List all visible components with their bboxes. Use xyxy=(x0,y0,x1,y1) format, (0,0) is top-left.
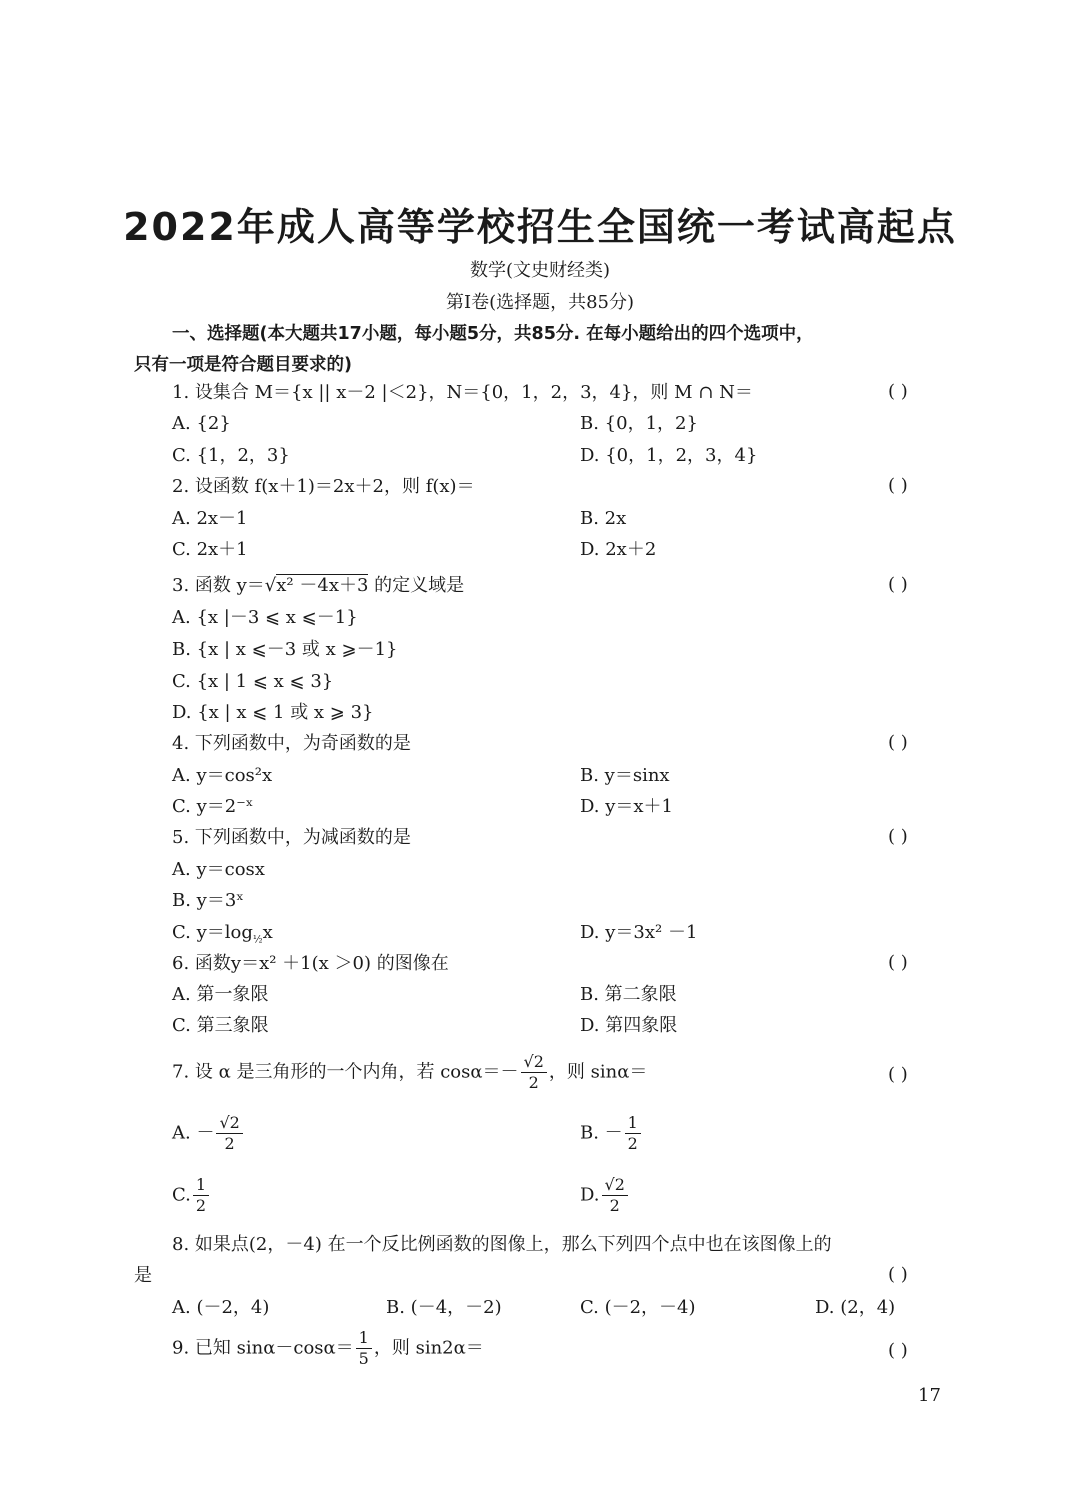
q9-stem-pre: 9. 已知 sinα－cosα＝ xyxy=(172,1337,354,1359)
q8-option-b: B. (－4，－2) xyxy=(386,1297,502,1318)
q6-option-d: D. 第四象限 xyxy=(580,1015,678,1036)
answer-bracket-4: ( ) xyxy=(888,732,908,753)
q3-radicand: x² －4x＋3 xyxy=(276,575,369,596)
option-label: A. － xyxy=(172,1122,215,1144)
q3-option-c: C. {x | 1 ⩽ x ⩽ 3} xyxy=(172,671,334,692)
question-1-stem: 1. 设集合 M＝{x || x－2 |＜2}，N＝{0，1，2，3，4}，则 M ∩ N＝ xyxy=(172,382,753,403)
exam-title: 2022年成人高等学校招生全国统一考试高起点 xyxy=(123,205,957,249)
question-7-stem xyxy=(172,1052,647,1093)
fraction-denominator: 2 xyxy=(195,1196,207,1215)
q3-option-b: B. {x | x ⩽－3 或 x ⩾－1} xyxy=(172,639,398,660)
q5-option-d: D. y＝3x² －1 xyxy=(580,922,698,943)
q7-option-a xyxy=(172,1113,245,1154)
answer-bracket-3: ( ) xyxy=(888,574,908,595)
q3-option-a: A. {x |－3 ⩽ x ⩽－1} xyxy=(172,607,358,628)
fraction-numerator: 1 xyxy=(193,1175,209,1196)
section-heading: 一、选择题(本大题共17小题，每小题5分，共85分. 在每小题给出的四个选项中， xyxy=(172,324,814,344)
q5-c-base: ½ xyxy=(252,934,263,946)
fraction-numerator: 1 xyxy=(625,1113,641,1134)
q3-stem-pre: 3. 函数 y＝ xyxy=(172,575,265,596)
q5-option-c xyxy=(172,921,273,953)
q5-option-a: A. y＝cosx xyxy=(172,859,265,880)
q3-stem-post: 的定义域是 xyxy=(368,575,465,596)
q7-option-c xyxy=(172,1175,211,1216)
question-9-stem xyxy=(172,1328,484,1369)
q5-c-post: x xyxy=(262,922,273,943)
answer-bracket-5: ( ) xyxy=(888,826,908,847)
q7-fraction xyxy=(521,1052,547,1093)
subject-line: 数学(文史财经类) xyxy=(469,260,611,281)
q7-d-fraction xyxy=(602,1175,628,1216)
fraction-numerator: 1 xyxy=(356,1328,372,1349)
question-5-stem: 5. 下列函数中，为减函数的是 xyxy=(172,827,411,848)
question-8-stem: 8. 如果点(2，－4) 在一个反比例函数的图像上，那么下列四个点中也在该图像上的 xyxy=(172,1234,832,1255)
question-4-stem: 4. 下列函数中，为奇函数的是 xyxy=(172,733,411,754)
q1-option-b: B. {0，1，2} xyxy=(580,413,698,434)
answer-bracket-2: ( ) xyxy=(888,475,908,496)
option-label: D. xyxy=(580,1184,600,1206)
q4-option-b: B. y＝sinx xyxy=(580,765,670,786)
page-number: 17 xyxy=(918,1385,941,1406)
q2-option-a: A. 2x－1 xyxy=(172,508,248,529)
fraction-denominator: 5 xyxy=(358,1349,369,1368)
option-label: C. xyxy=(172,1184,191,1206)
q4-option-c: C. y＝2⁻ˣ xyxy=(172,796,254,817)
fraction-denominator: 2 xyxy=(609,1196,620,1215)
q7-a-fraction xyxy=(216,1113,242,1154)
q4-option-a: A. y＝cos²x xyxy=(172,765,273,786)
q7-c-fraction xyxy=(193,1175,209,1216)
question-2-stem: 2. 设函数 f(x＋1)＝2x＋2，则 f(x)＝ xyxy=(172,476,475,497)
answer-bracket-7: ( ) xyxy=(888,1064,908,1085)
q8-option-d: D. (2，4) xyxy=(815,1297,896,1318)
q7-option-d xyxy=(580,1175,630,1216)
q7-b-fraction xyxy=(625,1113,641,1154)
q6-option-b: B. 第二象限 xyxy=(580,984,677,1005)
question-6-stem: 6. 函数y＝x² ＋1(x ＞0) 的图像在 xyxy=(172,953,449,974)
q8-option-c: C. (－2，－4) xyxy=(580,1297,696,1318)
q6-option-a: A. 第一象限 xyxy=(172,984,269,1005)
question-3-stem xyxy=(172,574,464,598)
q3-option-d: D. {x | x ⩽ 1 或 x ⩾ 3} xyxy=(172,702,374,723)
q8-option-a: A. (－2，4) xyxy=(172,1297,270,1318)
fraction-denominator: 2 xyxy=(627,1134,638,1153)
q2-option-d: D. 2x＋2 xyxy=(580,539,657,560)
answer-bracket-1: ( ) xyxy=(888,381,908,402)
question-8-stem-cont: 是 xyxy=(134,1265,152,1286)
answer-bracket-6: ( ) xyxy=(888,952,908,973)
q4-option-d: D. y＝x＋1 xyxy=(580,796,674,817)
q5-c-pre: C. y＝log xyxy=(172,922,253,943)
fraction-numerator: √2 xyxy=(521,1052,547,1073)
sqrt-symbol: √ xyxy=(264,575,277,596)
q9-fraction xyxy=(356,1328,372,1369)
fraction-denominator: 2 xyxy=(224,1134,235,1153)
fraction-numerator: √2 xyxy=(602,1175,628,1196)
q5-option-b: B. y＝3ˣ xyxy=(172,890,244,911)
fraction-numerator: √2 xyxy=(216,1113,242,1134)
answer-bracket-8: ( ) xyxy=(888,1264,908,1285)
q7-stem-post: ，则 sinα＝ xyxy=(548,1061,648,1083)
answer-bracket-9: ( ) xyxy=(888,1340,908,1361)
q2-option-c: C. 2x＋1 xyxy=(172,539,248,560)
q1-option-c: C. {1，2，3} xyxy=(172,445,290,466)
section-heading-cont: 只有一项是符合题目要求的) xyxy=(134,355,352,375)
q6-option-c: C. 第三象限 xyxy=(172,1015,269,1036)
fraction-denominator: 2 xyxy=(528,1073,539,1092)
q7-stem-pre: 7. 设 α 是三角形的一个内角，若 cosα＝－ xyxy=(172,1061,519,1083)
option-label: B. － xyxy=(580,1122,623,1144)
q2-option-b: B. 2x xyxy=(580,508,627,529)
q1-option-d: D. {0，1，2，3，4} xyxy=(580,445,758,466)
q7-option-b xyxy=(580,1113,643,1154)
part-line: 第Ⅰ卷(选择题，共85分) xyxy=(445,292,635,313)
q9-stem-post: ，则 sin2α＝ xyxy=(373,1337,484,1359)
q1-option-a: A. {2} xyxy=(172,413,231,434)
